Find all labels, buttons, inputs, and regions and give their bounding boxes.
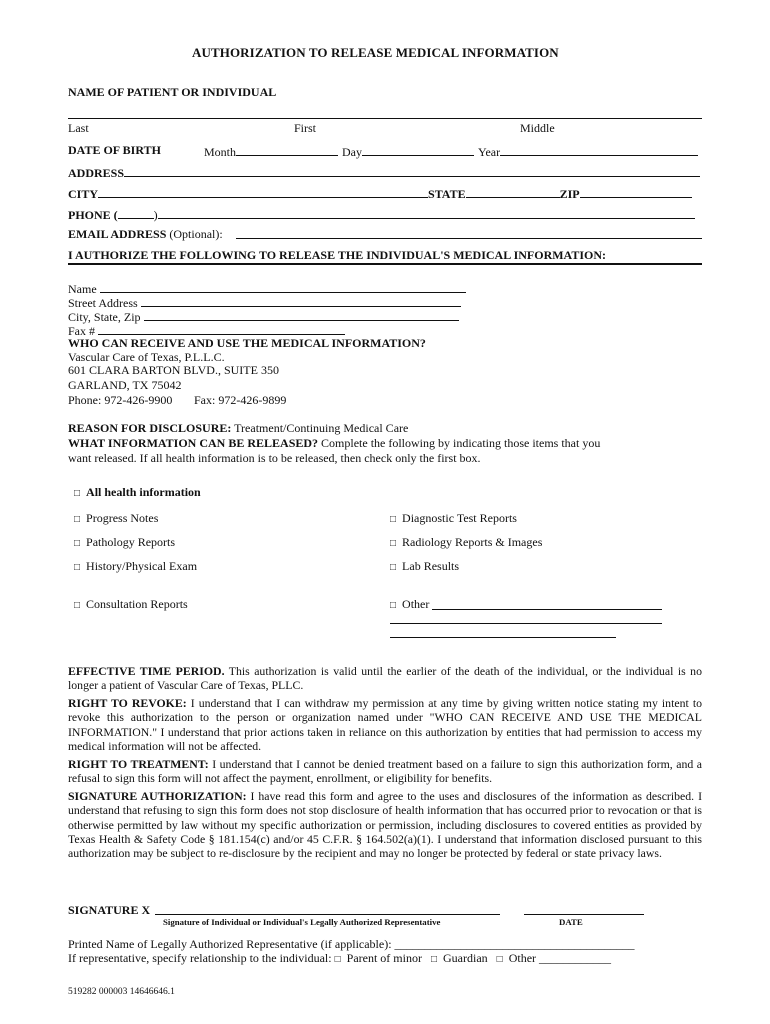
- phone-label: PHONE (: [68, 208, 118, 222]
- checkbox-icon[interactable]: □: [390, 600, 397, 611]
- release-fax-label: Fax #: [68, 324, 95, 338]
- receiver-phone: Phone: 972-426-9900: [68, 393, 173, 407]
- release-street-label: Street Address: [68, 296, 138, 310]
- release-name-label: Name: [68, 282, 97, 296]
- signature-caption: Signature of Individual or Individual's Legally Authorized Representative: [163, 917, 441, 927]
- reason-value: Treatment/Continuing Medical Care: [231, 421, 409, 435]
- revoke-label: RIGHT TO REVOKE:: [68, 696, 187, 710]
- relationship-parent[interactable]: Parent of minor: [346, 951, 422, 965]
- relationship-line: [68, 951, 611, 966]
- treatment-text: I understand that I cannot be denied treatment based on a failure to sign this authorization form, and a refusal to sign this form will not affect the payment, enrollment, or eligibility for benefits.: [68, 757, 702, 786]
- authorize-heading: I AUTHORIZE THE FOLLOWING TO RELEASE THE INDIVIDUAL'S MEDICAL INFORMATION:: [68, 248, 607, 262]
- email-line[interactable]: [236, 238, 702, 239]
- what-info-line: [68, 436, 600, 451]
- receiver-heading: WHO CAN RECEIVE AND USE THE MEDICAL INFORMATION?: [68, 336, 426, 350]
- revoke-text: I understand that I can withdraw my permission at any time by giving written notice stating my intent to revoke this authorization to the person or organization named under "WHO CAN RECEIVE AND USE THE MEDICAL INFORMATION." I understand that prior actions taken in reliance on this authorization by entities that had permission to access my medical information will not be affected.: [68, 696, 702, 753]
- effective-period: [68, 664, 702, 693]
- option-radiology[interactable]: [390, 535, 542, 550]
- other-line-3[interactable]: [390, 637, 616, 638]
- city-label: CITY: [68, 187, 99, 201]
- reason-label: REASON FOR DISCLOSURE:: [68, 421, 232, 435]
- option-all-label: All health information: [86, 485, 201, 499]
- dob-month-field[interactable]: [204, 143, 338, 160]
- receiver-fax: Fax: 972-426-9899: [194, 393, 287, 407]
- effective-label: EFFECTIVE TIME PERIOD.: [68, 664, 225, 678]
- checkbox-icon[interactable]: □: [74, 600, 81, 611]
- relationship-label: If representative, specify relationship to the individual:: [68, 951, 335, 965]
- date-caption: DATE: [559, 917, 583, 927]
- receiver-city: GARLAND, TX 75042: [68, 378, 182, 392]
- page-title: AUTHORIZATION TO RELEASE MEDICAL INFORMATION: [192, 45, 559, 60]
- month-label: Month: [204, 145, 237, 159]
- signature-authorization: [68, 789, 702, 860]
- footer-code: 519282 000003 14646646.1: [68, 987, 175, 997]
- year-label: Year: [478, 145, 501, 159]
- reason-line: [68, 421, 408, 436]
- option-pathology-label: Pathology Reports: [86, 535, 176, 549]
- option-consultation-label: Consultation Reports: [86, 597, 188, 611]
- printed-name-line[interactable]: Printed Name of Legally Authorized Representative (if applicable): ________________________________________: [68, 937, 635, 951]
- city-state-zip-row[interactable]: [68, 185, 692, 202]
- zip-label: ZIP: [559, 187, 580, 201]
- option-other[interactable]: [390, 597, 429, 612]
- checkbox-icon[interactable]: □: [74, 488, 81, 499]
- what-info-text: Complete the following by indicating those items that you: [318, 436, 601, 450]
- phone-close: ): [153, 208, 158, 222]
- dob-year-field[interactable]: [478, 143, 698, 160]
- day-label: Day: [342, 145, 362, 159]
- last-label: Last: [68, 121, 89, 135]
- first-label: First: [294, 121, 317, 135]
- receiver-street: 601 CLARA BARTON BLVD., SUITE 350: [68, 363, 279, 377]
- checkbox-icon[interactable]: □: [390, 538, 397, 549]
- release-city-label: City, State, Zip: [68, 310, 141, 324]
- signature-label: SIGNATURE X: [68, 903, 151, 917]
- checkbox-icon[interactable]: □: [390, 562, 397, 573]
- dob-day-field[interactable]: [342, 143, 474, 160]
- what-info-text-2: want released. If all health information is to be released, then check only the first box.: [68, 451, 481, 465]
- middle-label: Middle: [520, 121, 555, 135]
- email-field[interactable]: [68, 227, 223, 242]
- phone-field[interactable]: [68, 206, 695, 223]
- sig-auth-text: I have read this form and agree to the uses and disclosures of the information as described. I understand that refusing to sign this form does not stop disclosure of health information that has occurred prior to revocation or that is otherwise permitted by law without my specific authorization or permission, including disclosures to covered entities as provided by Texas Health & Safety Code § 181.154(c) and/or 45 C.F.R. § 164.502(a)(1). I understand that information disclosed pursuant to this authorization may be subject to re-disclosure by the recipient and may no longer be protected by federal or state privacy laws.: [68, 789, 703, 861]
- effective-text: This authorization is valid until the earlier of the death of the individual, or the individual is no longer a patient of Vascular Care of Texas, PLLC.: [68, 664, 702, 693]
- checkbox-icon[interactable]: □: [74, 562, 81, 573]
- checkbox-icon[interactable]: □: [430, 954, 438, 965]
- sig-auth-label: SIGNATURE AUTHORIZATION:: [68, 789, 247, 803]
- option-progress-notes[interactable]: [74, 511, 158, 526]
- treatment-label: RIGHT TO TREATMENT:: [68, 757, 209, 771]
- authorize-rule: [68, 263, 702, 265]
- option-pathology[interactable]: [74, 535, 175, 550]
- name-line[interactable]: [68, 118, 702, 119]
- patient-heading: NAME OF PATIENT OR INDIVIDUAL: [68, 85, 277, 99]
- option-history-label: History/Physical Exam: [86, 559, 198, 573]
- option-other-label: Other: [402, 597, 430, 611]
- address-field[interactable]: [68, 164, 700, 181]
- option-all-health[interactable]: [74, 485, 201, 500]
- option-consultation[interactable]: [74, 597, 188, 612]
- dob-label: DATE OF BIRTH: [68, 143, 161, 157]
- checkbox-icon[interactable]: □: [390, 514, 397, 525]
- date-line[interactable]: [524, 914, 644, 915]
- option-history[interactable]: [74, 559, 197, 574]
- email-optional: (Optional):: [166, 227, 223, 241]
- checkbox-icon[interactable]: □: [496, 954, 503, 965]
- state-label: STATE: [428, 187, 466, 201]
- right-to-revoke: [68, 696, 702, 753]
- option-progress-label: Progress Notes: [86, 511, 159, 525]
- right-to-treatment: [68, 757, 702, 786]
- other-line-2[interactable]: [390, 623, 662, 624]
- option-diagnostic[interactable]: [390, 511, 517, 526]
- other-line-1[interactable]: [432, 609, 662, 610]
- email-label: EMAIL ADDRESS: [68, 227, 167, 241]
- what-info-label: WHAT INFORMATION CAN BE RELEASED?: [68, 436, 319, 450]
- option-diagnostic-label: Diagnostic Test Reports: [402, 511, 517, 525]
- checkbox-icon[interactable]: □: [74, 514, 81, 525]
- receiver-name: Vascular Care of Texas, P.L.L.C.: [68, 350, 225, 364]
- relationship-guardian[interactable]: Guardian: [443, 951, 488, 965]
- option-radiology-label: Radiology Reports & Images: [402, 535, 543, 549]
- option-lab-label: Lab Results: [402, 559, 460, 573]
- checkbox-icon[interactable]: □: [74, 538, 81, 549]
- checkbox-icon[interactable]: □: [334, 954, 341, 965]
- address-label: ADDRESS: [68, 166, 125, 180]
- option-lab-results[interactable]: [390, 559, 459, 574]
- signature-line[interactable]: [155, 914, 500, 915]
- relationship-other[interactable]: Other ____________: [508, 951, 612, 965]
